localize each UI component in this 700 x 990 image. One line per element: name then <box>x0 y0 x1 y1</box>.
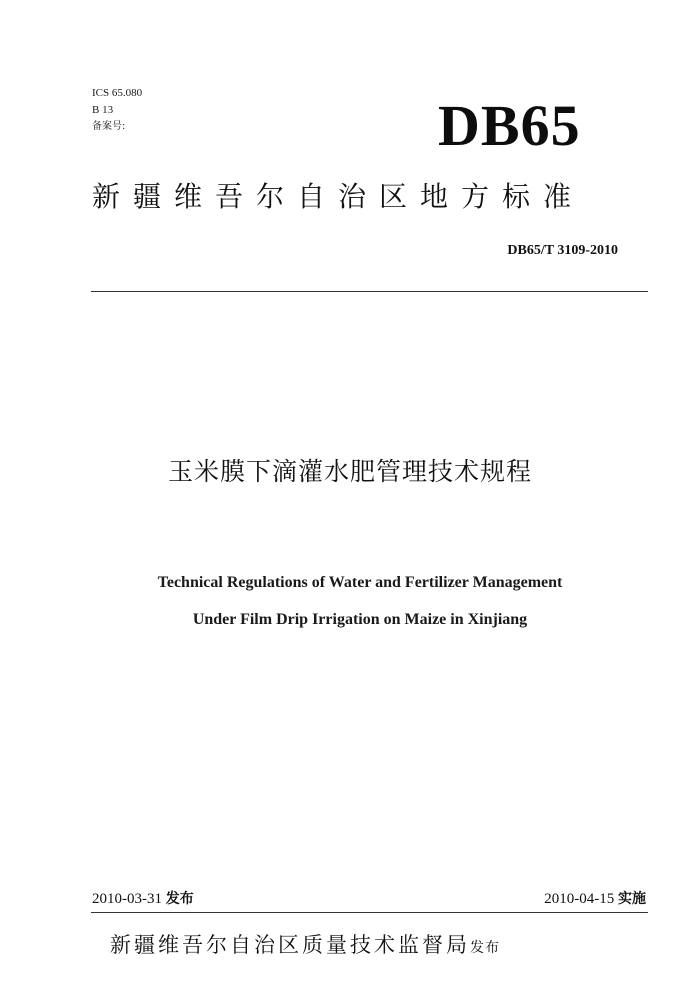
document-title-english-line-1: Technical Regulations of Water and Fertilizer Management <box>157 574 563 591</box>
record-number-label: 备案号: <box>92 121 126 132</box>
header-divider <box>91 291 648 292</box>
issue-date <box>92 889 194 909</box>
standard-logo: DB65 <box>438 93 581 158</box>
implementation-date-value: 2010-04-15 <box>544 891 615 907</box>
publisher-suffix: 发布 <box>470 940 500 956</box>
ics-code: ICS 65.080 <box>92 87 143 99</box>
implementation-date-label: 实施 <box>618 891 646 907</box>
publisher <box>110 928 500 965</box>
document-title-chinese: 玉米膜下滴灌水肥管理技术规程 <box>167 457 532 486</box>
document-title-english-line-2: Under Film Drip Irrigation on Maize in Xinjiang <box>192 611 528 628</box>
footer-divider <box>91 912 648 913</box>
publisher-name: 新疆维吾尔自治区质量技术监督局 <box>110 933 470 957</box>
issue-date-value: 2010-03-31 <box>92 891 162 907</box>
implementation-date <box>544 889 646 909</box>
ccs-code: B 13 <box>92 104 114 116</box>
issue-date-label: 发布 <box>165 891 194 907</box>
standard-type-heading: 新疆维吾尔自治区地方标准 <box>92 180 585 213</box>
standard-number: DB65/T 3109-2010 <box>507 243 618 258</box>
